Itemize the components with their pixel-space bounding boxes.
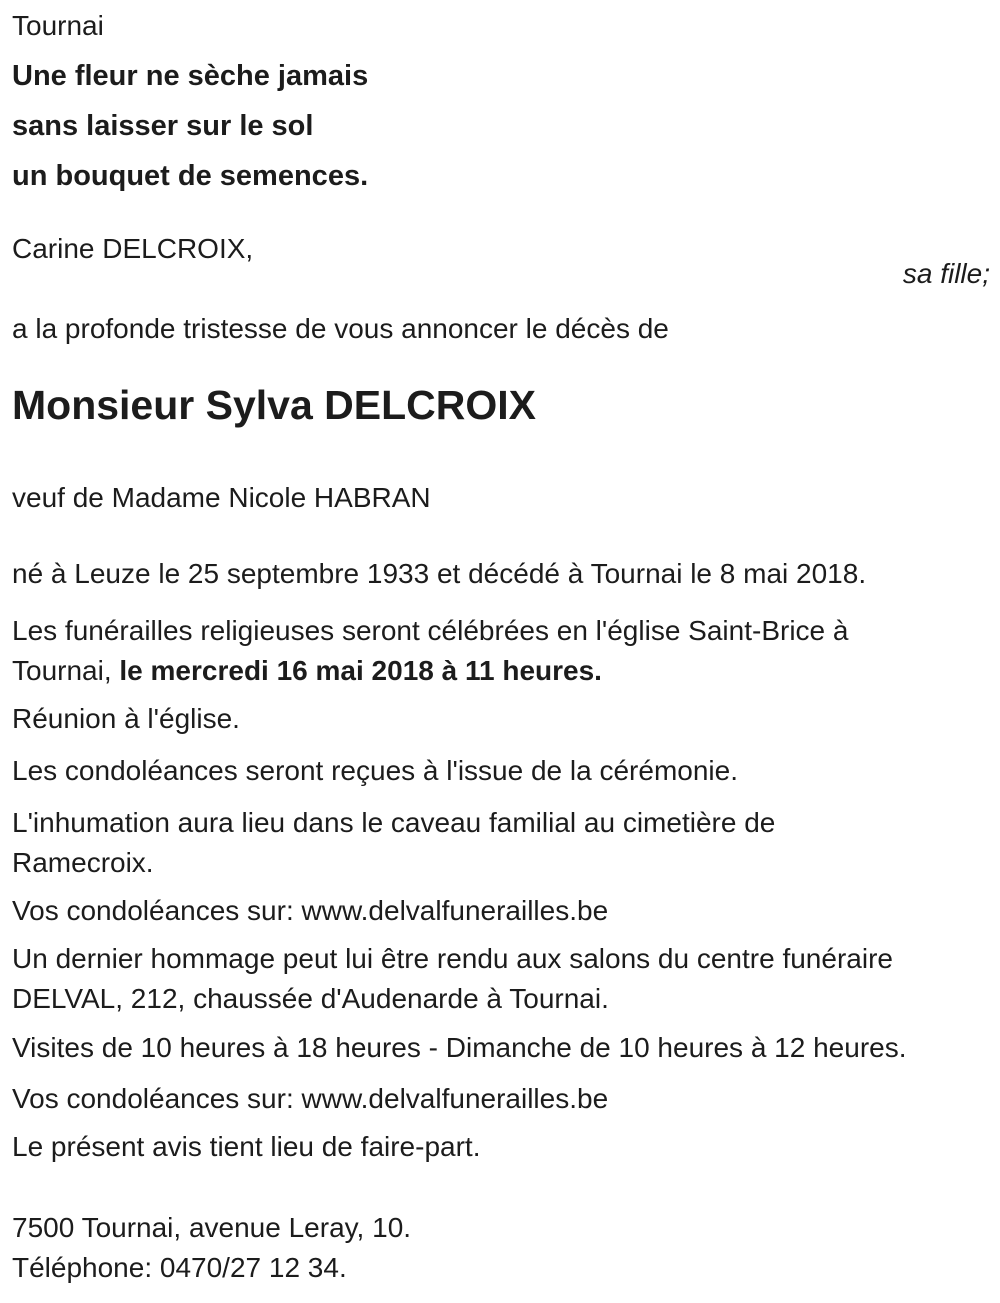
- visits-info: Visites de 10 heures à 18 heures - Dimanche de 10 heures à 12 heures.: [12, 1032, 907, 1063]
- announcer-relation: sa fille;: [902, 258, 990, 289]
- city-label: Tournai: [12, 10, 104, 41]
- epitaph-line-3: un bouquet de semences.: [12, 160, 369, 192]
- epitaph-line-2: sans laisser sur le sol: [12, 110, 314, 142]
- marital-status: veuf de Madame Nicole HABRAN: [12, 482, 431, 513]
- funeral-datetime: le mercredi 16 mai 2018 à 11 heures.: [119, 655, 602, 686]
- announcement-intro: a la profonde tristesse de vous annoncer le décès de: [12, 313, 669, 344]
- contact-phone: Téléphone: 0470/27 12 34.: [12, 1252, 347, 1283]
- epitaph: [12, 51, 990, 201]
- condolences-web-1-label: Vos condoléances sur:: [12, 895, 294, 926]
- funeral-line-1: Les funérailles religieuses seront célébrées en l'église Saint-Brice à: [12, 615, 849, 646]
- condolences-web-2-label: Vos condoléances sur:: [12, 1083, 294, 1114]
- condolences-web-1-url: www.delvalfunerailles.be: [301, 895, 609, 926]
- condolences-web-2-url: www.delvalfunerailles.be: [301, 1083, 609, 1114]
- burial-info: [12, 803, 990, 883]
- life-dates: né à Leuze le 25 septembre 1933 et décédé à Tournai le 8 mai 2018.: [12, 558, 867, 589]
- epitaph-line-1: Une fleur ne sèche jamais: [12, 60, 369, 92]
- burial-line-1: L'inhumation aura lieu dans le caveau familial au cimetière de: [12, 807, 776, 838]
- funeral-details: [12, 611, 990, 691]
- burial-line-2: Ramecroix.: [12, 847, 154, 878]
- condolences-web-1: [12, 891, 990, 931]
- contact-address: 7500 Tournai, avenue Leray, 10.: [12, 1212, 412, 1243]
- tribute-line-2: DELVAL, 212, chaussée d'Audenarde à Tournai.: [12, 983, 609, 1014]
- condolences-ceremony: Les condoléances seront reçues à l'issue de la cérémonie.: [12, 755, 738, 786]
- meeting-info: Réunion à l'église.: [12, 703, 240, 734]
- condolences-web-2: [12, 1079, 990, 1119]
- funeral-home-contact: [12, 1208, 990, 1288]
- tribute-line-1: Un dernier hommage peut lui être rendu aux salons du centre funéraire: [12, 943, 893, 974]
- funeral-line-2-prefix: Tournai,: [12, 655, 112, 686]
- tribute-info: [12, 939, 990, 1019]
- announcer-name: Carine DELCROIX,: [12, 233, 254, 264]
- legal-notice: Le présent avis tient lieu de faire-part.: [12, 1131, 481, 1162]
- deceased-name: Monsieur Sylva DELCROIX: [12, 382, 537, 428]
